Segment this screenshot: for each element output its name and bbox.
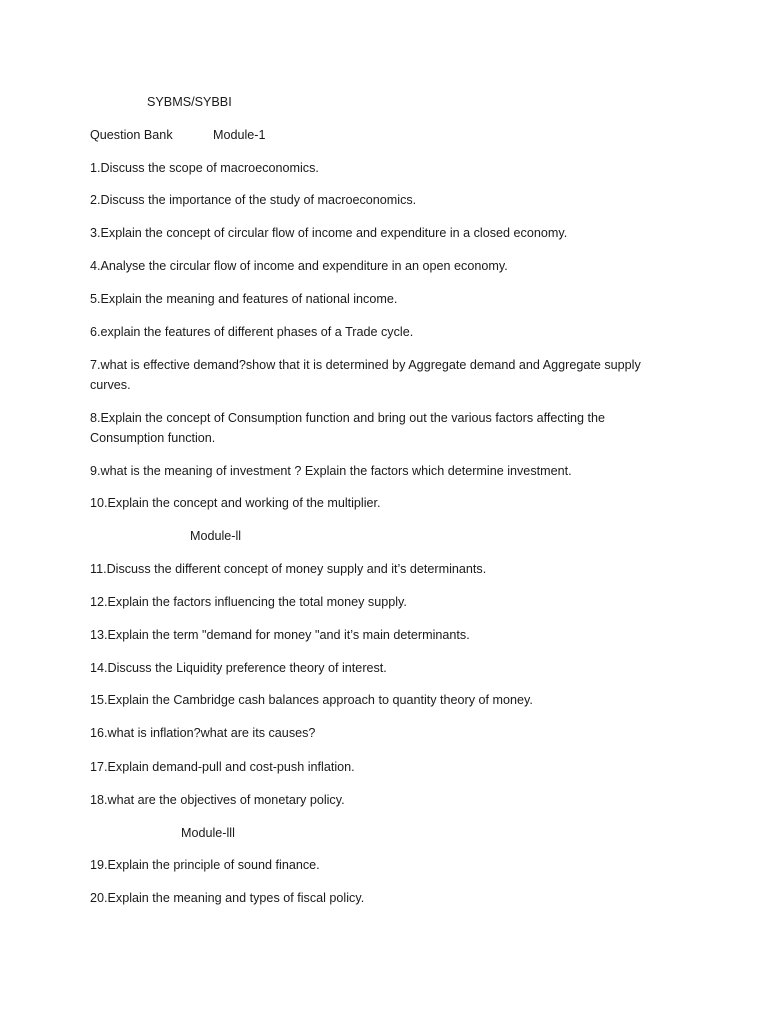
question-10: 10.Explain the concept and working of the multiplier.	[90, 496, 381, 510]
question-bank-label: Question Bank	[90, 128, 173, 142]
question-11: 11.Discuss the different concept of money supply and it’s determinants.	[90, 562, 487, 576]
question-bank-heading	[90, 125, 658, 145]
question-15: 15.Explain the Cambridge cash balances approach to quantity theory of money.	[90, 693, 533, 707]
question-18: 18.what are the objectives of monetary policy.	[90, 793, 345, 807]
question-14: 14.Discuss the Liquidity preference theory of interest.	[90, 661, 387, 675]
question-5: 5.Explain the meaning and features of national income.	[90, 292, 398, 306]
question-19: 19.Explain the principle of sound finance.	[90, 858, 320, 872]
question-2: 2.Discuss the importance of the study of macroeconomics.	[90, 193, 417, 207]
question-20: 20.Explain the meaning and types of fiscal policy.	[90, 891, 365, 905]
question-16: 16.what is inflation?what are its causes?	[90, 726, 316, 740]
question-4: 4.Analyse the circular flow of income and expenditure in an open economy.	[90, 259, 508, 273]
question-3: 3.Explain the concept of circular flow of income and expenditure in a closed economy.	[90, 226, 568, 240]
question-1: 1.Discuss the scope of macroeconomics.	[90, 161, 319, 175]
program-title: SYBMS/SYBBI	[147, 95, 232, 109]
module-1-heading: Module-1	[213, 128, 266, 142]
question-17: 17.Explain demand-pull and cost-push inflation.	[90, 760, 355, 774]
question-9: 9.what is the meaning of investment ? Explain the factors which determine investment.	[90, 464, 572, 478]
question-13: 13.Explain the term "demand for money "and it’s main determinants.	[90, 628, 470, 642]
question-8: 8.Explain the concept of Consumption function and bring out the various factors affecting the Consumption function.	[90, 411, 606, 445]
question-7: 7.what is effective demand?show that it is determined by Aggregate demand and Aggregate supply curves.	[90, 358, 641, 392]
module-3-heading: Module-lll	[181, 826, 235, 840]
question-12: 12.Explain the factors influencing the total money supply.	[90, 595, 407, 609]
module-2-heading: Module-ll	[190, 529, 242, 543]
question-6: 6.explain the features of different phases of a Trade cycle.	[90, 325, 414, 339]
